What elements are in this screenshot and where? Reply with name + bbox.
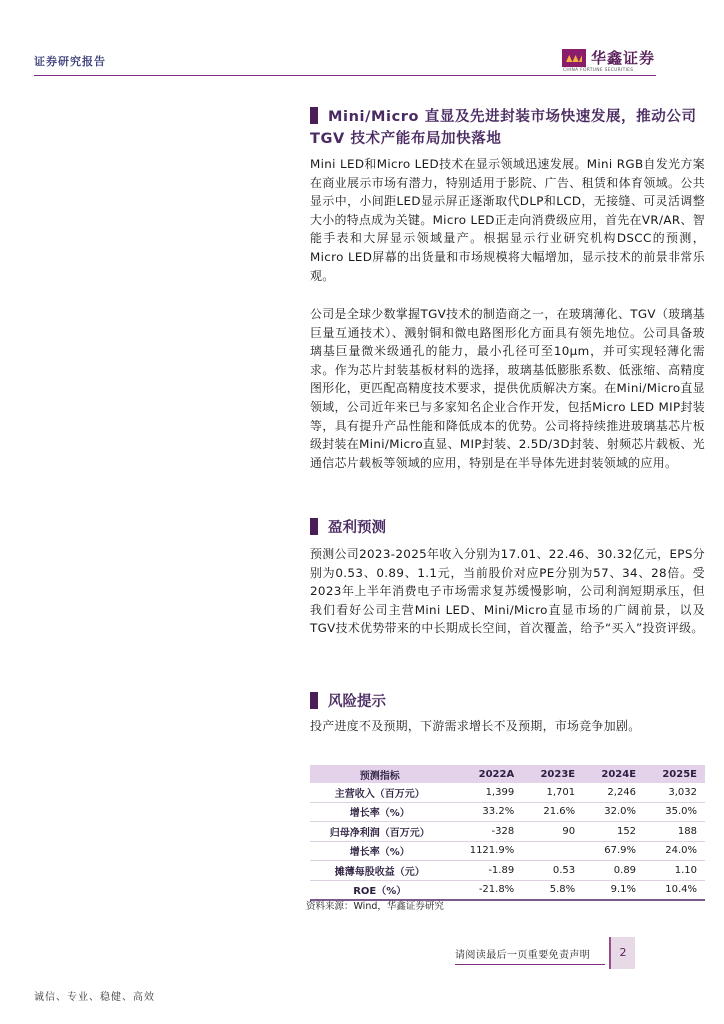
- section-title-risk: 风险提示: [310, 690, 705, 711]
- table-cell: 0.89: [583, 861, 644, 881]
- table-cell: 2,246: [583, 783, 644, 802]
- company-logo: [562, 47, 672, 73]
- forecast-table: [310, 765, 705, 901]
- table-cell: 0.53: [522, 861, 583, 881]
- table-cell: 21.6%: [522, 802, 583, 822]
- table-cell: 摊薄每股收益（元）: [310, 861, 449, 881]
- paragraph-tgv-technology: 公司是全球少数掌握TGV技术的制造商之一，在玻璃薄化、TGV（玻璃基巨量互通技术）、溅射铜和微电路图形化方面具有领先地位。公司具备玻璃基巨量微米级通孔的能力，最小孔径可至10μm，并可实现轻薄化需求。作为芯片封装基板材料的选择，玻璃基低膨胀系数、低涨缩、高精度图形化，更匹配高精度技术要求，提供优质解决方案。在Mini/Micro直显领域，公司近年来已与多家知名企业合作开发，包括Micro LED MIP封装等，具有提升产品性能和降低成本的优势。公司将持续推进玻璃基芯片板级封装在Mini/Micro直显、MIP封装、2.5D/3D封装、射频芯片载板、光通信芯片载板等领域的应用，特别是在半导体先进封装领域的应用。: [310, 307, 705, 470]
- section-title-forecast: 盈利预测: [310, 516, 705, 537]
- table-cell: 归母净利润（百万元）: [310, 822, 449, 842]
- table-cell: 32.0%: [583, 802, 644, 822]
- table-cell: 1121.9%: [449, 841, 522, 861]
- company-slogan: 诚信、专业、稳健、高效: [34, 992, 155, 1003]
- table-cell: 1.10: [644, 861, 705, 881]
- table-cell: 67.9%: [583, 841, 644, 861]
- table-source: 资料来源：Wind，华鑫证券研究: [306, 901, 444, 912]
- table-cell: 24.0%: [644, 841, 705, 861]
- table-row: [310, 861, 705, 881]
- table-cell: -1.89: [449, 861, 522, 881]
- table-row: [310, 880, 705, 900]
- logo-name: 华鑫证券: [591, 49, 656, 67]
- table-cell: [522, 841, 583, 861]
- table-cell: 90: [522, 822, 583, 842]
- table-cell: 33.2%: [449, 802, 522, 822]
- table-cell: -328: [449, 822, 522, 842]
- report-label: 证券研究报告: [34, 55, 106, 68]
- table-header-cell: 2024E: [583, 765, 644, 783]
- paragraph-earnings-forecast: 预测公司2023-2025年收入分别为17.01、22.46、30.32亿元，EPS分别为0.53、0.89、1.1元，当前股价对应PE分别为57、34、28倍。受2023年上半年消费电子市场需求复苏缓慢影响，公司利润短期承压，但我们看好公司主营Mini LED、Mini/Micro直显市场的广阔前景，以及TGV技术优势带来的中长期成长空间，首次覆盖，给予“买入”投资评级。: [310, 547, 705, 636]
- page-number: 2: [609, 937, 635, 969]
- table-cell: 9.1%: [583, 880, 644, 900]
- section-title-market: Mini/Micro 直显及先进封装市场快速发展，推动公司 TGV 技术产能布局加快落地: [310, 109, 697, 147]
- table-cell: 188: [644, 822, 705, 842]
- section-marker-icon: [310, 107, 318, 124]
- table-cell: 35.0%: [644, 802, 705, 822]
- paragraph-mini-micro-led: Mini LED和Micro LED技术在显示领域迅速发展。Mini RGB自发光方案在商业展示市场有潜力，特别适用于影院、广告、租赁和体育领域。公共显示中，小间距LED显示屏正逐渐取代DLP和LCD，无接缝、可灵活调整大小的特点成为关键。Micro LED正走向消费级应用，首先在VR/AR、智能手表和大屏显示领域量产。根据显示行业研究机构DSCC的预测，Micro LED屏幕的出货量和市场规模将大幅增加，显示技术的前景非常乐观。: [310, 157, 705, 283]
- table-row: [310, 783, 705, 802]
- table-cell: 3,032: [644, 783, 705, 802]
- table-cell: 增长率（%）: [310, 802, 449, 822]
- section-marker-icon: [310, 518, 318, 535]
- disclaimer-note: 请阅读最后一页重要免责声明: [455, 950, 591, 961]
- footer-divider: [455, 964, 605, 965]
- table-cell: 增长率（%）: [310, 841, 449, 861]
- paragraph-risk: 投产进度不及预期，下游需求增长不及预期，市场竞争加剧。: [310, 719, 641, 733]
- table-cell: 10.4%: [644, 880, 705, 900]
- header-divider: [34, 75, 656, 76]
- table-header-cell: 2022A: [449, 765, 522, 783]
- logo-mark-icon: [562, 49, 586, 67]
- table-cell: -21.8%: [449, 880, 522, 900]
- table-row: [310, 822, 705, 842]
- table-cell: 1,399: [449, 783, 522, 802]
- table-cell: 152: [583, 822, 644, 842]
- table-row: [310, 841, 705, 861]
- table-cell: ROE（%）: [310, 880, 449, 900]
- logo-english-name: CHINA FORTUNE SECURITIES: [563, 68, 634, 73]
- table-row: [310, 802, 705, 822]
- table-cell: 5.8%: [522, 880, 583, 900]
- table-cell: 主营收入（百万元）: [310, 783, 449, 802]
- table-header-cell: 2023E: [522, 765, 583, 783]
- table-cell: 1,701: [522, 783, 583, 802]
- table-header-cell: 2025E: [644, 765, 705, 783]
- section-marker-icon: [310, 692, 318, 709]
- table-header-cell: 预测指标: [310, 765, 449, 783]
- table-header-row: [310, 765, 705, 783]
